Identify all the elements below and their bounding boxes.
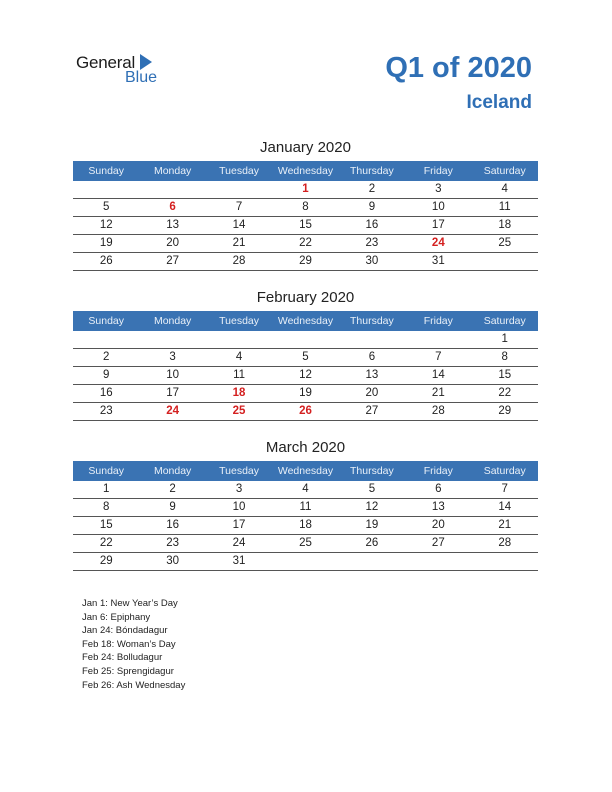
week-row (73, 349, 538, 367)
day-cell (139, 181, 205, 198)
day-cell: 17 (166, 387, 180, 399)
day-cell (206, 181, 272, 198)
day-cell: 25 (498, 237, 512, 249)
holiday-list-item: Feb 24: Bolludagur (82, 652, 163, 664)
weekday-header: Saturday (483, 465, 526, 477)
weekday-header: Monday (153, 465, 192, 477)
day-cell: 27 (431, 537, 445, 549)
day-cell: 18 (498, 219, 512, 231)
day-cell: 5 (368, 483, 376, 495)
day-cell: 17 (232, 519, 246, 531)
day-cell (73, 331, 139, 348)
day-cell: 12 (365, 501, 379, 513)
weekday-header: Saturday (483, 165, 526, 177)
holiday-day-cell: 1 (302, 183, 309, 195)
week-row (73, 331, 538, 349)
day-cell: 2 (169, 483, 176, 495)
day-cell: 7 (235, 201, 243, 213)
weekday-header-row (73, 311, 538, 331)
day-cell: 2 (103, 351, 110, 363)
day-cell: 11 (299, 501, 312, 513)
day-cell: 28 (431, 405, 445, 417)
weekday-header: Sunday (88, 315, 125, 327)
day-cell: 19 (99, 237, 113, 249)
day-cell: 19 (299, 387, 312, 399)
weekday-header: Saturday (483, 315, 526, 327)
day-cell: 3 (435, 183, 442, 195)
weekday-header: Wednesday (277, 165, 334, 177)
month-title: March 2020 (265, 439, 346, 456)
week-row (73, 217, 538, 235)
day-cell: 14 (431, 369, 445, 381)
day-cell: 7 (435, 351, 442, 363)
weekday-header: Sunday (88, 165, 125, 177)
weekday-header: Tuesday (219, 315, 259, 327)
day-cell (405, 331, 471, 348)
day-cell: 10 (431, 201, 445, 213)
day-cell: 13 (431, 501, 445, 513)
month-title: January 2020 (260, 139, 351, 156)
weekday-header: Sunday (88, 465, 125, 477)
holiday-list (82, 597, 185, 692)
day-cell: 31 (232, 555, 246, 567)
day-cell: 6 (435, 483, 442, 495)
day-cell: 4 (302, 483, 309, 495)
day-cell: 2 (368, 183, 376, 195)
holiday-list-item: Feb 18: Woman’s Day (82, 638, 176, 650)
day-cell: 15 (99, 519, 113, 531)
week-row (73, 235, 538, 253)
day-cell: 4 (501, 183, 508, 195)
weekday-header: Wednesday (277, 465, 334, 477)
logo-blue-text: Blue (125, 69, 158, 86)
day-cell: 3 (169, 351, 176, 363)
holiday-list-item: Jan 6: Epiphany (82, 611, 151, 623)
day-cell: 9 (169, 501, 176, 513)
day-cell: 10 (232, 501, 246, 513)
holiday-day-cell: 6 (169, 201, 176, 213)
day-cell: 30 (166, 555, 180, 567)
weekday-header-row (73, 461, 538, 481)
weekday-header: Friday (423, 465, 453, 477)
day-cell: 27 (365, 405, 379, 417)
weekday-header: Monday (153, 165, 192, 177)
week-row (73, 385, 538, 403)
week-row (73, 367, 538, 385)
day-cell: 11 (498, 201, 511, 213)
day-cell (139, 331, 205, 348)
day-cell: 5 (103, 201, 110, 213)
day-cell: 1 (501, 333, 508, 345)
day-cell: 23 (99, 405, 113, 417)
day-cell: 3 (235, 483, 243, 495)
day-cell: 17 (431, 219, 445, 231)
day-cell: 9 (368, 201, 376, 213)
week-row (73, 403, 538, 421)
day-cell: 5 (302, 351, 309, 363)
day-cell: 20 (166, 237, 180, 249)
day-cell: 12 (299, 369, 312, 381)
holiday-day-cell: 24 (431, 237, 445, 249)
week-row (73, 181, 538, 199)
logo-general-text: General (76, 53, 136, 72)
day-cell (73, 181, 139, 198)
day-cell: 11 (233, 369, 246, 381)
logo (76, 53, 186, 89)
day-cell (339, 553, 405, 570)
day-cell: 25 (299, 537, 312, 549)
week-row (73, 253, 538, 271)
day-cell: 8 (501, 351, 508, 363)
day-cell (472, 253, 538, 270)
month-calendar-january (73, 137, 538, 271)
week-row (73, 499, 538, 517)
day-cell: 27 (166, 255, 180, 267)
holiday-day-cell: 18 (232, 387, 246, 399)
weekday-header: Monday (153, 315, 192, 327)
day-cell: 16 (99, 387, 113, 399)
weekday-header: Tuesday (219, 165, 259, 177)
day-cell: 13 (365, 369, 379, 381)
day-cell: 22 (299, 237, 312, 249)
logo-flag-icon (140, 54, 152, 70)
holiday-list-item: Feb 26: Ash Wednesday (82, 679, 186, 691)
day-cell: 22 (99, 537, 113, 549)
day-cell: 31 (431, 255, 445, 267)
day-cell: 21 (232, 237, 246, 249)
day-cell: 26 (99, 255, 113, 267)
day-cell (339, 331, 405, 348)
day-cell: 16 (166, 519, 180, 531)
day-cell: 8 (302, 201, 309, 213)
holiday-day-cell: 26 (299, 405, 312, 417)
month-calendar-march (73, 437, 538, 571)
day-cell: 15 (498, 369, 512, 381)
week-row (73, 553, 538, 571)
day-cell: 22 (498, 387, 512, 399)
day-cell: 15 (299, 219, 312, 231)
day-cell: 12 (99, 219, 113, 231)
page-title: Q1 of 2020 (385, 52, 532, 84)
day-cell: 14 (498, 501, 512, 513)
day-cell: 26 (365, 537, 379, 549)
day-cell: 1 (103, 483, 110, 495)
day-cell: 20 (431, 519, 445, 531)
month-title: February 2020 (256, 289, 355, 306)
weekday-header: Tuesday (219, 465, 259, 477)
weekday-header: Thursday (350, 165, 394, 177)
holiday-day-cell: 25 (232, 405, 246, 417)
holiday-list-item: Jan 24: Bóndadagur (82, 625, 168, 637)
month-calendar-february (73, 287, 538, 421)
day-cell (472, 553, 538, 570)
day-cell: 10 (166, 369, 180, 381)
day-cell: 30 (365, 255, 379, 267)
weekday-header: Friday (423, 315, 453, 327)
week-row (73, 199, 538, 217)
day-cell: 23 (365, 237, 379, 249)
week-row (73, 517, 538, 535)
day-cell: 20 (365, 387, 379, 399)
day-cell: 14 (232, 219, 246, 231)
day-cell (272, 331, 338, 348)
day-cell: 28 (498, 537, 512, 549)
day-cell (272, 553, 338, 570)
day-cell: 7 (501, 483, 508, 495)
day-cell: 23 (166, 537, 180, 549)
day-cell: 8 (103, 501, 110, 513)
day-cell: 13 (166, 219, 180, 231)
day-cell: 29 (498, 405, 512, 417)
weekday-header: Friday (423, 165, 453, 177)
day-cell: 29 (299, 255, 312, 267)
day-cell: 19 (365, 519, 379, 531)
day-cell: 28 (232, 255, 246, 267)
day-cell (206, 331, 272, 348)
day-cell: 21 (498, 519, 512, 531)
week-row (73, 481, 538, 499)
day-cell: 4 (235, 351, 243, 363)
weekday-header: Thursday (350, 315, 394, 327)
weekday-header: Wednesday (277, 315, 334, 327)
day-cell: 9 (103, 369, 110, 381)
holiday-list-item: Jan 1: New Year’s Day (82, 598, 178, 609)
day-cell: 16 (365, 219, 379, 231)
holiday-day-cell: 24 (166, 405, 180, 417)
weekday-header-row (73, 161, 538, 181)
country-subtitle: Iceland (466, 92, 532, 113)
weekday-header: Thursday (350, 465, 394, 477)
day-cell (405, 553, 471, 570)
week-row (73, 535, 538, 553)
day-cell: 6 (368, 351, 376, 363)
day-cell: 24 (232, 537, 246, 549)
holiday-list-item: Feb 25: Sprengidagur (82, 665, 174, 677)
day-cell: 21 (431, 387, 445, 399)
day-cell: 29 (99, 555, 113, 567)
day-cell: 18 (299, 519, 312, 531)
